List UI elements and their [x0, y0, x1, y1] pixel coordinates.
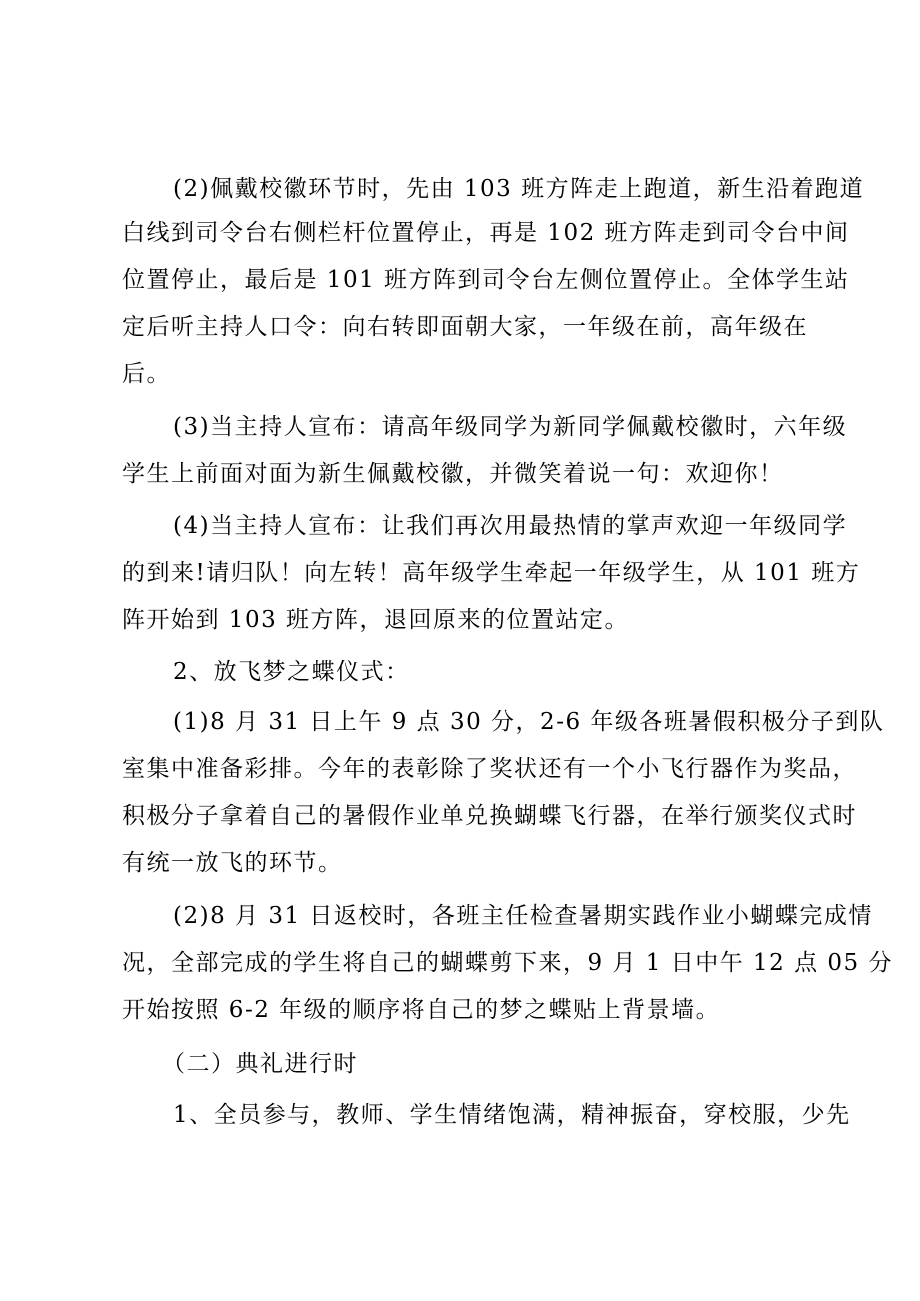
text-line: 阵开始到 103 班方阵，退回原来的位置站定。 [122, 607, 630, 633]
text-line: (2)8 月 31 日返校时，各班主任检查暑期实践作业小蝴蝶完成情 [173, 903, 873, 929]
text-line: 后。 [122, 361, 171, 387]
text-line: 的到来!请归队！向左转！高年级学生牵起一年级学生，从 101 班方 [122, 560, 861, 586]
text-line: (4)当主持人宣布：让我们再次用最热情的掌声欢迎一年级同学 [173, 513, 848, 539]
text-line: 积极分子拿着自己的暑假作业单兑换蝴蝶飞行器，在举行颁奖仪式时 [122, 803, 857, 829]
text-line: 1、全员参与，教师、学生情绪饱满，精神振奋，穿校服，少先 [173, 1102, 851, 1128]
text-line: (1)8 月 31 日上午 9 点 30 分，2-6 年级各班暑假积极分子到队 [173, 709, 885, 735]
text-line: 学生上前面对面为新生佩戴校徽，并微笑着说一句：欢迎你！ [122, 461, 784, 487]
text-line: 有统一放飞的环节。 [122, 850, 343, 876]
text-line: 定后听主持人口令：向右转即面朝大家，一年级在前，高年级在 [122, 314, 808, 340]
text-line: (3)当主持人宣布：请高年级同学为新同学佩戴校徽时，六年级 [173, 414, 848, 440]
text-line: 室集中准备彩排。今年的表彰除了奖状还有一个小飞行器作为奖品， [122, 756, 857, 782]
text-line: (2)佩戴校徽环节时，先由 103 班方阵走上跑道，新生沿着跑道 [173, 176, 865, 202]
text-line: 况，全部完成的学生将自己的蝴蝶剪下来，9 月 1 日中午 12 点 05 分 [122, 950, 893, 976]
text-line: 位置停止，最后是 101 班方阵到司令台左侧位置停止。全体学生站 [122, 267, 850, 293]
text-line: 开始按照 6-2 年级的顺序将自己的梦之蝶贴上背景墙。 [122, 997, 721, 1023]
section-heading: （二）典礼进行时 [162, 1051, 358, 1077]
text-line: 白线到司令台右侧栏杆位置停止，再是 102 班方阵走到司令台中间 [122, 220, 850, 246]
section-heading: 2、放飞梦之蝶仪式： [173, 659, 410, 685]
